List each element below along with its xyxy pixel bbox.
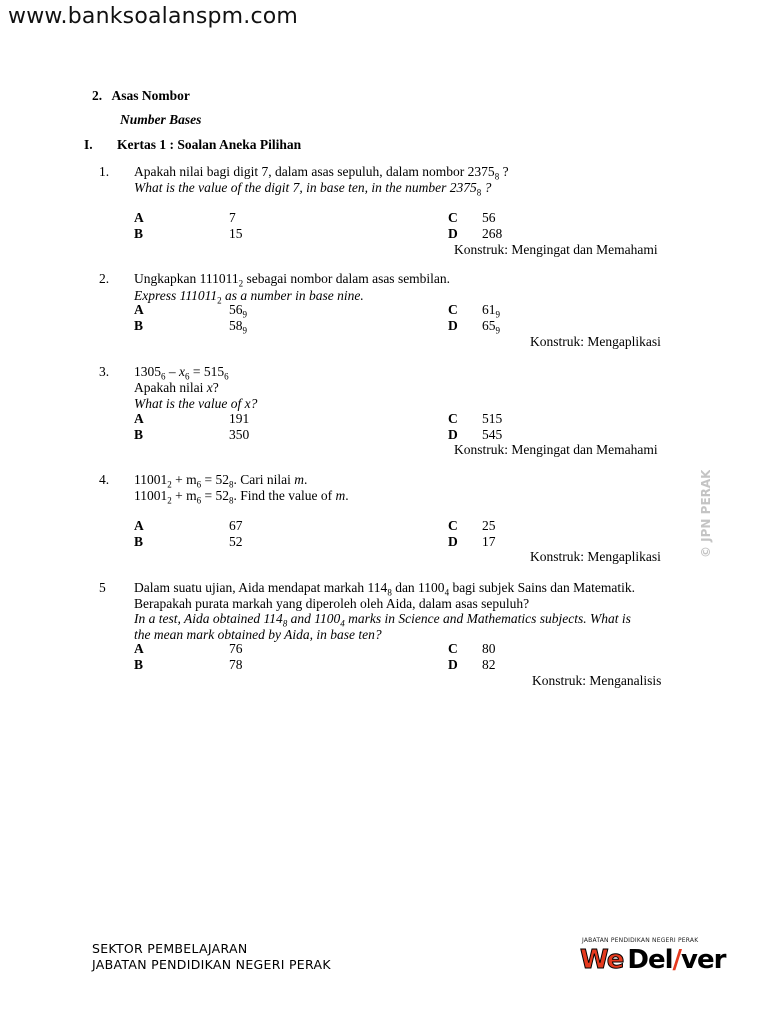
q-sub: 4 xyxy=(340,618,345,629)
question-number: 4. xyxy=(99,472,110,487)
q-text: Dalam suatu ujian, Aida mendapat markah 114 xyxy=(134,580,388,595)
q-text: bagi subjek Sains dan Matematik. xyxy=(449,580,636,595)
we-deliver-logo xyxy=(580,937,726,977)
footer-line-1: SEKTOR PEMBELAJARAN xyxy=(92,941,248,956)
q-text: and 1100 xyxy=(287,611,341,626)
q-sub: 8 xyxy=(494,171,500,182)
eq-sub: 6 xyxy=(185,371,190,382)
option-letter-d: D xyxy=(448,427,458,442)
option-base: 9 xyxy=(495,309,500,320)
eq-part: 11001 xyxy=(134,472,168,487)
eq-sub: 6 xyxy=(196,479,202,490)
option-value: 56 xyxy=(229,302,243,317)
q-text: Apakah nilai xyxy=(134,380,207,395)
option-letter-b: B xyxy=(134,534,144,549)
option-c: 25 xyxy=(482,518,496,533)
construct-label: Konstruk: Mengingat dan Memahami xyxy=(454,442,658,457)
option-d: 82 xyxy=(482,657,496,672)
construct-label: Konstruk: Mengaplikasi xyxy=(530,549,661,564)
eq-part: 11001 xyxy=(134,488,168,503)
option-letter-d: D xyxy=(448,657,458,672)
option-letter-c: C xyxy=(448,411,458,426)
option-a: 76 xyxy=(229,641,243,656)
option-d: 268 xyxy=(482,226,503,241)
section-subtitle: Number Bases xyxy=(120,112,202,127)
q-var: m xyxy=(335,488,346,503)
eq-part: = 515 xyxy=(189,364,225,379)
logo-we: We xyxy=(580,945,624,975)
construct-label: Konstruk: Mengaplikasi xyxy=(530,334,661,349)
question-text-ms-line2: Berapakah purata markah yang diperoleh oleh Aida, dalam asas sepuluh? xyxy=(134,596,530,611)
option-value: 61 xyxy=(482,302,496,317)
option-b: 52 xyxy=(229,534,243,549)
logo-caption: JABATAN PENDIDIKAN NEGERI PERAK xyxy=(582,937,699,944)
option-letter-b: B xyxy=(134,226,144,241)
option-b: 78 xyxy=(229,657,243,672)
option-letter-c: C xyxy=(448,641,458,656)
option-letter-a: A xyxy=(134,518,144,533)
option-letter-b: B xyxy=(134,318,144,333)
option-d: 545 xyxy=(482,427,503,442)
eq-sub: 6 xyxy=(161,371,166,382)
q-tail: ? xyxy=(499,164,509,179)
option-letter-a: A xyxy=(134,210,144,225)
option-letter-a: A xyxy=(134,411,144,426)
eq-sub: 6 xyxy=(224,371,229,382)
question-number: 2. xyxy=(99,271,110,286)
option-letter-c: C xyxy=(448,302,458,317)
watermark-text: © JPN PERAK xyxy=(699,470,713,558)
q-sub: 2 xyxy=(217,295,222,306)
q-sub: 4 xyxy=(444,587,450,598)
watermark xyxy=(690,470,720,560)
section-heading xyxy=(92,88,190,104)
eq-part: = 52 xyxy=(201,488,229,503)
q-text: In a test, Aida obtained 114 xyxy=(134,611,283,626)
footer-line-2: JABATAN PENDIDIKAN NEGERI PERAK xyxy=(92,957,331,972)
q-text: What is the value of the digit 7, in base ten, in the number 2375 xyxy=(134,180,477,195)
option-d xyxy=(482,318,500,339)
logo-wordmark xyxy=(580,947,725,973)
question-number: 1. xyxy=(99,164,110,179)
option-letter-c: C xyxy=(448,210,458,225)
option-b: 15 xyxy=(229,226,243,241)
q-text: . xyxy=(345,488,349,503)
eq-part: + m xyxy=(171,472,197,487)
logo-ver: ver xyxy=(681,945,726,975)
q-sub: 8 xyxy=(387,587,392,598)
option-base: 9 xyxy=(495,325,500,336)
option-letter-d: D xyxy=(448,318,458,333)
option-letter-a: A xyxy=(134,641,144,656)
question-text-en xyxy=(134,488,349,509)
eq-sub: 2 xyxy=(167,479,172,490)
construct-label: Konstruk: Mengingat dan Memahami xyxy=(454,242,658,257)
option-a: 191 xyxy=(229,411,250,426)
q-text: What is the value of xyxy=(134,396,245,411)
q-text: . Find the value of xyxy=(233,488,336,503)
q-text: . Cari nilai xyxy=(233,472,295,487)
eq-sub: 2 xyxy=(167,495,172,506)
q-text: ? xyxy=(212,380,219,395)
question-text-en xyxy=(134,396,257,412)
logo-slash: / xyxy=(672,945,682,975)
eq-sub: 6 xyxy=(196,495,202,506)
part-roman: I. xyxy=(84,137,93,152)
q-text: . xyxy=(304,472,308,487)
q-text: dan 1100 xyxy=(391,580,445,595)
section-number: 2. xyxy=(92,88,103,103)
option-letter-d: D xyxy=(448,226,458,241)
question-number: 5 xyxy=(99,580,106,595)
watermark-svg xyxy=(690,470,720,560)
q-tail: ? xyxy=(481,180,492,195)
site-url: www.banksoalanspm.com xyxy=(8,4,299,29)
q-var: x xyxy=(244,396,251,411)
eq-part: 1305 xyxy=(134,364,161,379)
question-text-ms xyxy=(134,380,219,396)
eq-var: x xyxy=(179,364,185,379)
q-var: x xyxy=(206,380,213,395)
question-text-en xyxy=(134,180,491,201)
q-sub: 8 xyxy=(476,187,482,198)
eq-sub: 8 xyxy=(229,495,234,506)
option-letter-d: D xyxy=(448,534,458,549)
construct-label: Konstruk: Menganalisis xyxy=(532,673,662,688)
option-base: 9 xyxy=(242,309,247,320)
option-b: 350 xyxy=(229,427,250,442)
section-title: Asas Nombor xyxy=(111,88,190,103)
option-a: 67 xyxy=(229,518,243,533)
q-text: ? xyxy=(250,396,258,411)
q-text: Apakah nilai bagi digit 7, dalam asas sepuluh, dalam nombor 2375 xyxy=(134,164,495,179)
question-text-en xyxy=(134,288,364,309)
q-sub: 2 xyxy=(238,278,244,289)
option-d: 17 xyxy=(482,534,496,549)
logo-del: Del xyxy=(627,945,673,975)
q-text: sebagai nombor dalam asas sembilan. xyxy=(243,271,451,286)
option-a: 7 xyxy=(229,210,236,225)
question-number: 3. xyxy=(99,364,110,379)
q-text: marks in Science and Mathematics subjects. What is xyxy=(344,611,631,626)
q-text: Express 111011 xyxy=(134,288,218,303)
eq-part: + m xyxy=(171,488,197,503)
option-letter-b: B xyxy=(134,427,144,442)
option-b xyxy=(229,318,247,339)
option-letter-c: C xyxy=(448,518,458,533)
question-text-en-line2: the mean mark obtained by Aida, in base ten? xyxy=(134,627,382,642)
option-value: 65 xyxy=(482,318,496,333)
q-sub: 8 xyxy=(282,618,288,629)
option-c: 80 xyxy=(482,641,496,656)
option-letter-b: B xyxy=(134,657,144,672)
option-c: 515 xyxy=(482,411,503,426)
option-value: 58 xyxy=(229,318,243,333)
eq-part: = 52 xyxy=(201,472,229,487)
q-var: m xyxy=(294,472,304,487)
q-text: as a number in base nine. xyxy=(221,288,364,303)
option-letter-a: A xyxy=(134,302,144,317)
q-text: Ungkapkan 111011 xyxy=(134,271,239,286)
option-base: 9 xyxy=(242,325,247,336)
eq-sub: 8 xyxy=(229,479,234,490)
part-title: Kertas 1 : Soalan Aneka Pilihan xyxy=(117,137,302,152)
eq-part: – xyxy=(165,364,179,379)
option-c: 56 xyxy=(482,210,496,225)
